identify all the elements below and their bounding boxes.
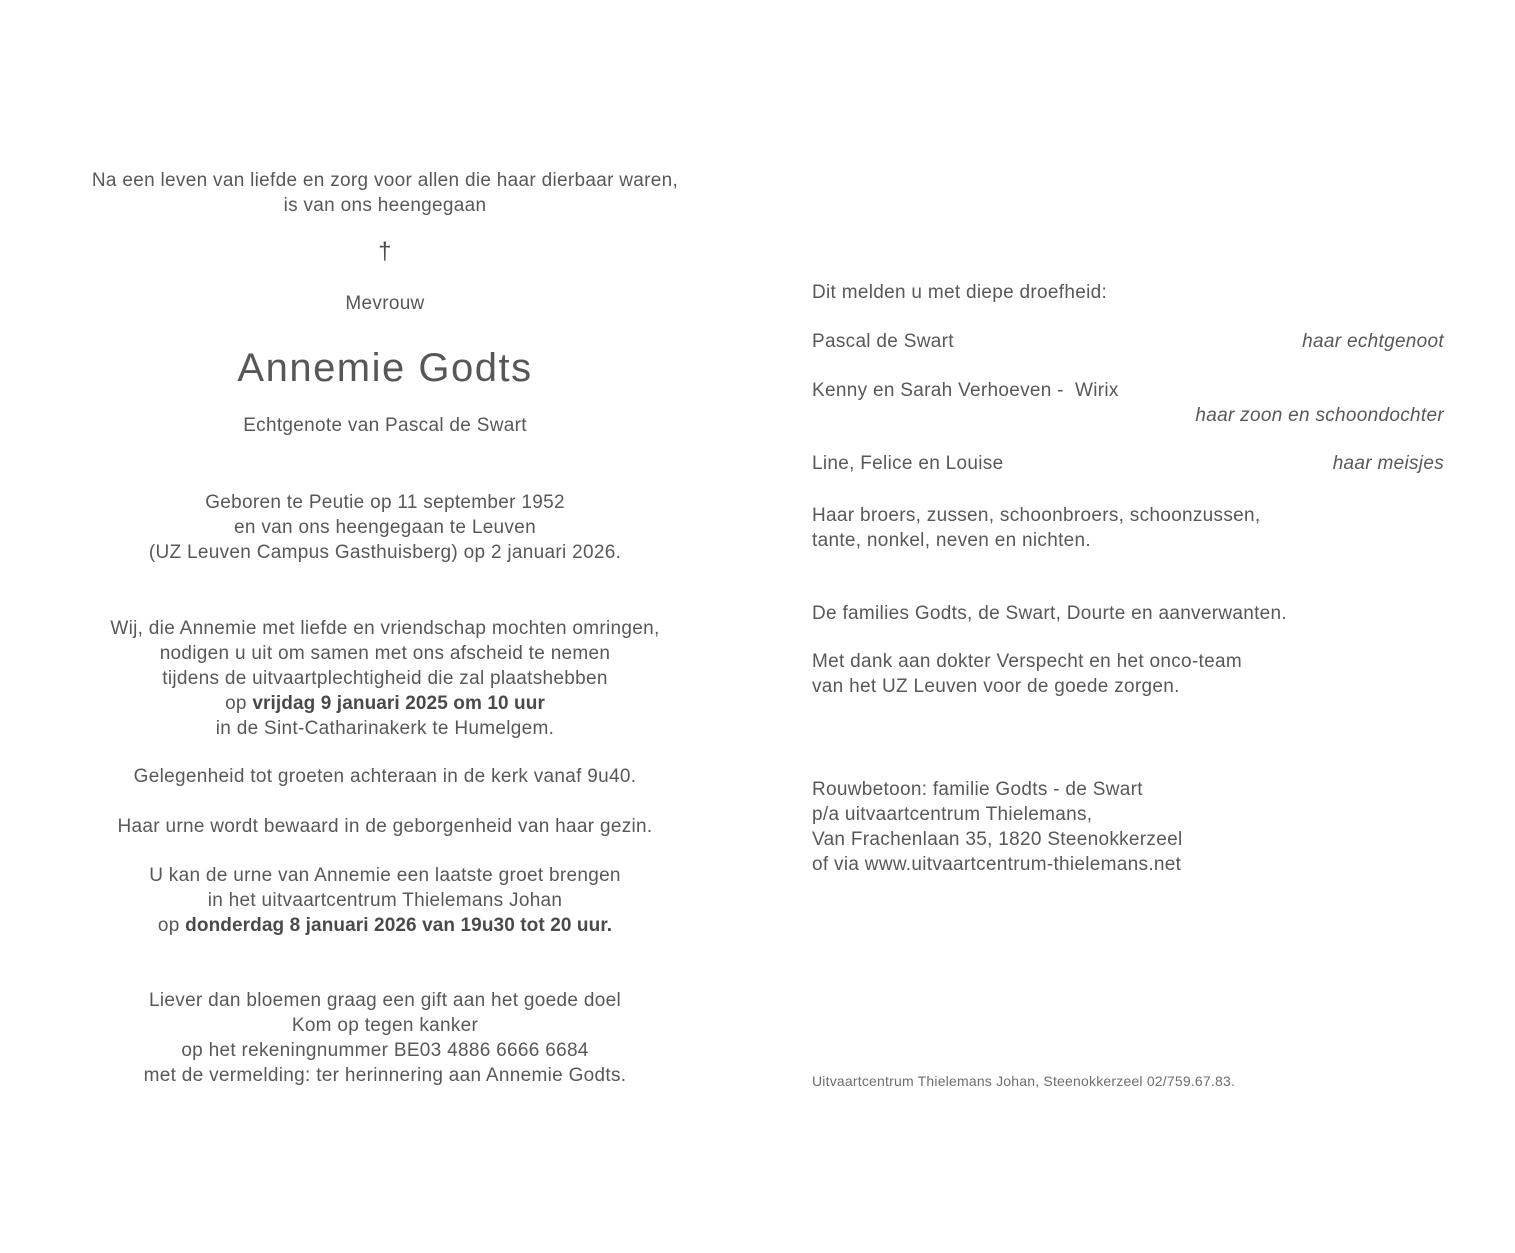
urn-visit-date: donderdag 8 januari 2026 van 19u30 tot 20 uur. bbox=[185, 915, 613, 936]
right-column bbox=[812, 0, 1444, 1253]
mourner-relation: haar echtgenoot bbox=[1302, 331, 1444, 352]
invitation-line: tijdens de uitvaartplechtigheid die zal plaatshebben bbox=[162, 668, 608, 689]
mourner-row bbox=[812, 378, 1444, 428]
intro-line: is van ons heengegaan bbox=[283, 195, 487, 216]
extended-family bbox=[812, 503, 1444, 553]
announcement-line: Dit melden u met diepe droefheid: bbox=[812, 282, 1108, 303]
life-dates bbox=[0, 490, 770, 565]
donation-line: met de vermelding: ter herinnering aan Annemie Godts. bbox=[143, 1065, 627, 1086]
thanks-line: van het UZ Leuven voor de goede zorgen. bbox=[812, 676, 1180, 697]
ceremony-date-prefix: op bbox=[225, 693, 253, 714]
thanks-line: Met dank aan dokter Verspecht en het onco-team bbox=[812, 651, 1242, 672]
donation-line: Kom op tegen kanker bbox=[291, 1015, 479, 1036]
intro-text bbox=[0, 168, 770, 218]
thanks-note bbox=[812, 649, 1444, 699]
urn-line: Haar urne wordt bewaard in de geborgenheid van haar gezin. bbox=[117, 816, 653, 837]
ceremony-date: vrijdag 9 januari 2025 om 10 uur bbox=[252, 693, 545, 714]
mourner-names: Line, Felice en Louise bbox=[812, 453, 1004, 474]
mourner-row bbox=[812, 451, 1444, 476]
funeral-home-footer: Uitvaartcentrum Thielemans Johan, Steenokkerzeel 02/759.67.83. bbox=[812, 1073, 1236, 1089]
greeting-line: Gelegenheid tot groeten achteraan in de kerk vanaf 9u40. bbox=[133, 766, 637, 787]
donation-line: op het rekeningnummer BE03 4886 6666 6684 bbox=[181, 1040, 589, 1061]
families-line: De families Godts, de Swart, Dourte en aanverwanten. bbox=[812, 603, 1287, 624]
condolence-line: Rouwbetoon: familie Godts - de Swart bbox=[812, 779, 1143, 800]
ceremony-invitation bbox=[0, 616, 770, 741]
urn-visit-line: U kan de urne van Annemie een laatste groet brengen bbox=[149, 865, 621, 886]
condolence-website: of via www.uitvaartcentrum-thielemans.net bbox=[812, 854, 1182, 875]
life-dates-line: Geboren te Peutie op 11 september 1952 bbox=[205, 492, 565, 513]
extended-family-line: tante, nonkel, neven en nichten. bbox=[812, 530, 1091, 551]
cross-icon: † bbox=[378, 238, 392, 265]
donation-line: Liever dan bloemen graag een gift aan het goede doel bbox=[149, 990, 621, 1011]
urn-visit-date-prefix: op bbox=[157, 915, 186, 936]
urn-visit bbox=[0, 863, 770, 938]
invitation-line: Wij, die Annemie met liefde en vriendschap mochten omringen, bbox=[110, 618, 660, 639]
invitation-line: nodigen u uit om samen met ons afscheid te nemen bbox=[159, 643, 611, 664]
mourner-names: Kenny en Sarah Verhoeven - Wirix bbox=[812, 380, 1119, 401]
condolence-line: p/a uitvaartcentrum Thielemans, bbox=[812, 804, 1093, 825]
salutation: Mevrouw bbox=[345, 293, 425, 314]
urn-visit-date-line bbox=[0, 913, 770, 938]
condolence-line: Van Frachenlaan 35, 1820 Steenokkerzeel bbox=[812, 829, 1183, 850]
mourner-row bbox=[812, 329, 1444, 354]
ceremony-date-line bbox=[0, 691, 770, 716]
mourner-relation: haar meisjes bbox=[1332, 453, 1444, 474]
life-dates-line: en van ons heengegaan te Leuven bbox=[234, 517, 536, 538]
mourner-relation: haar zoon en schoondochter bbox=[1195, 405, 1444, 426]
deceased-name: Annemie Godts bbox=[237, 346, 533, 390]
donation-request bbox=[0, 988, 770, 1088]
urn-visit-line: in het uitvaartcentrum Thielemans Johan bbox=[207, 890, 563, 911]
extended-family-line: Haar broers, zussen, schoonbroers, schoonzussen, bbox=[812, 505, 1261, 526]
condolence-address bbox=[812, 777, 1444, 877]
life-dates-line: (UZ Leuven Campus Gasthuisberg) op 2 januari 2026. bbox=[148, 542, 622, 563]
ceremony-location: in de Sint-Catharinakerk te Humelgem. bbox=[215, 718, 555, 739]
intro-line: Na een leven van liefde en zorg voor allen die haar dierbaar waren, bbox=[91, 170, 679, 191]
mourner-names: Pascal de Swart bbox=[812, 331, 954, 352]
spouse-line: Echtgenote van Pascal de Swart bbox=[243, 415, 527, 436]
